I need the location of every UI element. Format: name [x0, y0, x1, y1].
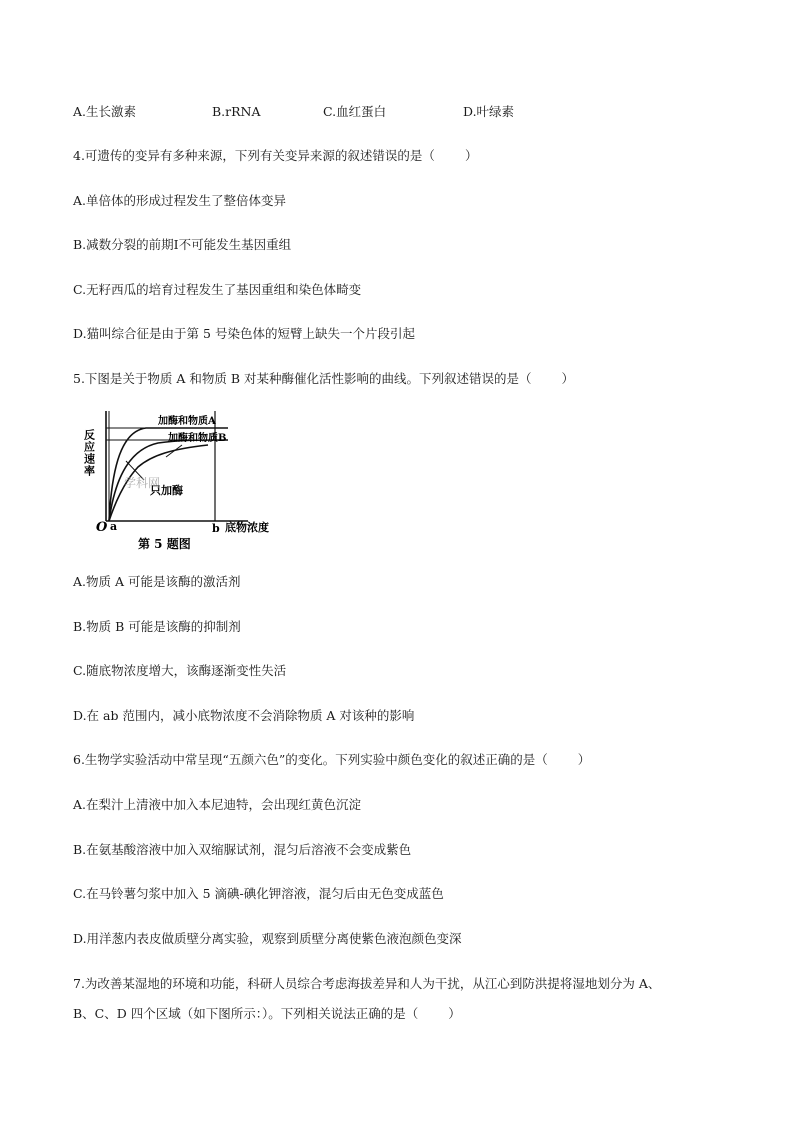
q4-option-c: C.无籽西瓜的培育过程发生了基因重组和染色体畸变	[73, 282, 362, 297]
q3-option-b: B.rRNA	[212, 104, 261, 119]
q6-stem-end: ）	[577, 752, 591, 767]
tick-b-label: b	[212, 522, 220, 535]
pointer-enzyme-and-b	[166, 445, 182, 457]
q6-option-a: A.在梨汁上清液中加入本尼迪特，会出现红黄色沉淀	[73, 797, 362, 812]
q6-option-b: B.在氨基酸溶液中加入双缩脲试剂，混匀后溶液不会变成紫色	[73, 842, 412, 857]
q7-stem-end: ）	[448, 1006, 461, 1021]
q4-option-a: A.单倍体的形成过程发生了整倍体变异	[73, 193, 287, 208]
q7-stem-line1: 7.为改善某湿地的环境和功能，科研人员综合考虑海拔差异和人为干扰，从江心到防洪提将湿地划分为 A、	[73, 976, 661, 991]
q7-stem-line2	[73, 1005, 461, 1023]
figure-y-label: 反应速率	[82, 429, 96, 477]
figure-caption: 第 5 题图	[138, 537, 191, 551]
q5-figure	[78, 405, 308, 555]
curve-b-label: 加酶和物质B	[168, 433, 227, 444]
origin-label: O	[96, 520, 108, 535]
tick-a-label: a	[110, 520, 118, 533]
curve-a-label: 加酶和物质A	[158, 416, 216, 427]
q5-stem	[73, 370, 574, 388]
q4-stem	[73, 147, 477, 165]
q6-stem	[73, 751, 590, 769]
q3-option-d: D.叶绿素	[463, 104, 515, 119]
q5-stem-end: ）	[561, 371, 575, 386]
q3-option-c: C.血红蛋白	[323, 104, 387, 119]
q5-stem-text: 5.下图是关于物质 A 和物质 B 对某种酶催化活性影响的曲线。下列叙述错误的是（	[73, 371, 532, 386]
q6-option-d: D.用洋葱内表皮做质壁分离实验，观察到质壁分离使紫色液泡颜色变深	[73, 931, 462, 946]
q6-option-c: C.在马铃薯匀浆中加入 5 滴碘-碘化钾溶液，混匀后由无色变成蓝色	[73, 886, 444, 901]
q5-option-b: B.物质 B 可能是该酶的抑制剂	[73, 619, 241, 634]
q5-option-d: D.在 ab 范围内，减小底物浓度不会消除物质 A 对该种的影响	[73, 708, 415, 723]
q7-stem-text: B、C、D 四个区域（如下图所示：）。下列相关说法正确的是（	[73, 1006, 419, 1021]
curve-enzyme-label: 只加酶	[150, 484, 183, 497]
q5-option-a: A.物质 A 可能是该酶的激活剂	[73, 574, 241, 589]
q4-stem-end: ）	[464, 148, 478, 163]
q5-option-c: C.随底物浓度增大，该酶逐渐变性失活	[73, 663, 287, 678]
figure-x-label: 底物浓度	[225, 521, 269, 534]
q4-stem-text: 4.可遗传的变异有多种来源，下列有关变异来源的叙述错误的是（	[73, 148, 435, 163]
q4-option-d: D.猫叫综合征是由于第 5 号染色体的短臂上缺失一个片段引起	[73, 326, 415, 341]
watermark: 学科网	[124, 476, 161, 490]
q3-option-a: A.生长激素	[73, 104, 137, 119]
q4-option-b: B.减数分裂的前期Ⅰ不可能发生基因重组	[73, 237, 292, 252]
q6-stem-text: 6.生物学实验活动中常呈现“五颜六色”的变化。下列实验中颜色变化的叙述正确的是（	[73, 752, 548, 767]
